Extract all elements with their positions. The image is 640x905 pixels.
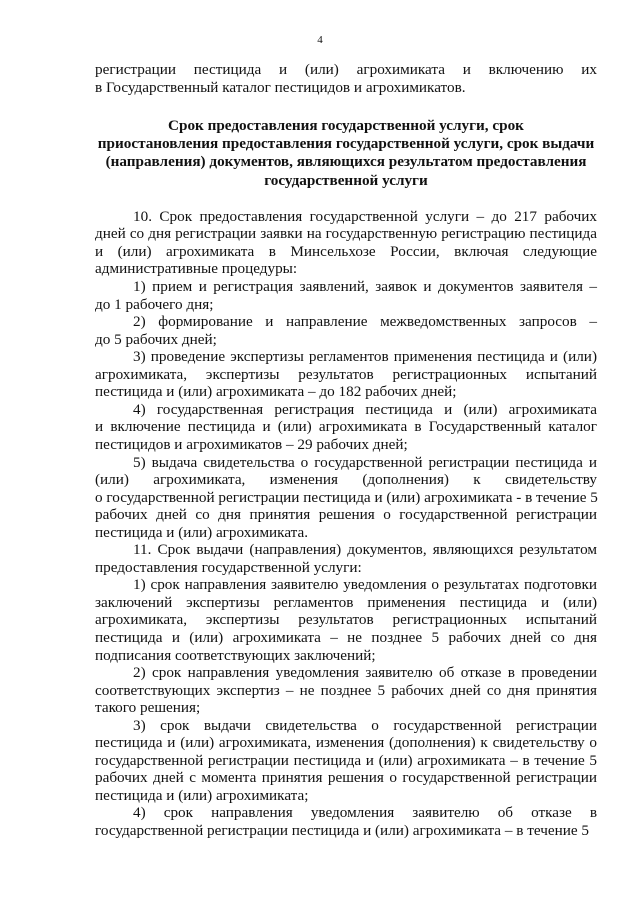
paragraph-line: и включение пестицида и (или) агрохимиката в Государственный каталог	[95, 418, 597, 436]
intro-line: в Государственный каталог пестицидов и агрохимикатов.	[95, 78, 466, 96]
intro-paragraph	[95, 61, 597, 96]
paragraph-line: 2) срок направления уведомления заявителю об отказе в проведении	[133, 664, 597, 682]
paragraph-line: подписания соответствующих заключений;	[95, 646, 376, 664]
paragraph	[95, 541, 597, 576]
paragraph	[95, 348, 597, 401]
paragraph	[95, 717, 597, 805]
paragraph-line: агрохимиката, экспертизы результатов регистрационных испытаний	[95, 365, 597, 383]
intro-line: регистрации пестицида и (или) агрохимиката и включению их	[95, 61, 597, 78]
paragraph-line: о государственной регистрации пестицида и (или) агрохимиката - в течение 5	[95, 488, 598, 506]
paragraph-line: 3) срок выдачи свидетельства о государственной регистрации	[133, 716, 597, 734]
paragraph	[95, 664, 597, 717]
paragraph-line: заключений экспертизы регламентов применения пестицида и (или)	[95, 593, 597, 611]
heading-line: (направления) документов, являющихся результатом предоставления	[105, 153, 587, 171]
paragraph-line: 4) срок направления уведомления заявителю об отказе в	[133, 804, 597, 822]
paragraph-line: такого решения;	[95, 699, 201, 717]
paragraph-line: пестицидов и агрохимикатов – 29 рабочих дней;	[95, 435, 408, 453]
paragraph	[95, 804, 597, 839]
page-number: 4	[317, 34, 323, 46]
paragraph-line: пестицида и (или) агрохимиката;	[95, 786, 309, 804]
paragraph-line: агрохимиката, экспертизы результатов регистрационных испытаний	[95, 611, 597, 629]
paragraph-line: государственной регистрации пестицида и (или) агрохимиката – в течение 5	[95, 751, 597, 769]
paragraph-line: 3) проведение экспертизы регламентов применения пестицида и (или)	[133, 348, 597, 366]
paragraph-line: 4) государственная регистрация пестицида и (или) агрохимиката	[133, 400, 597, 418]
paragraph	[95, 401, 597, 454]
paragraph-line: 11. Срок выдачи (направления) документов, являющихся результатом	[133, 541, 597, 559]
paragraph-line: пестицида и (или) агрохимиката – не позднее 5 рабочих дней со дня	[95, 628, 597, 646]
heading-line: приостановления предоставления государственной услуги, срок выдачи	[97, 135, 595, 153]
paragraph-line: рабочих дней со дня принятия решения о государственной регистрации	[95, 506, 597, 524]
paragraph	[95, 208, 597, 278]
paragraph-line: пестицида и (или) агрохимиката – до 182 рабочих дней;	[95, 383, 457, 401]
paragraph	[95, 454, 597, 542]
paragraph	[95, 313, 597, 348]
paragraph-line: предоставления государственной услуги:	[95, 558, 362, 576]
paragraph-line: 5) выдача свидетельства о государственной регистрации пестицида и	[133, 453, 597, 471]
paragraph-line: пестицида и (или) агрохимиката.	[95, 523, 309, 541]
paragraph-line: государственной регистрации пестицида и (или) агрохимиката – в течение 5	[95, 821, 589, 839]
paragraph-line: соответствующих экспертиз – не позднее 5 рабочих дней со дня принятия	[95, 681, 597, 699]
paragraph-line: (или) агрохимиката, изменения (дополнения) к свидетельству	[95, 471, 597, 489]
paragraph-line: пестицида и (или) агрохимиката, изменения (дополнения) к свидетельству о	[95, 734, 597, 752]
paragraph	[95, 278, 597, 313]
paragraph-line: и (или) агрохимиката в Минсельхозе России, включая следующие	[95, 242, 597, 260]
paragraph-line: административные процедуры:	[95, 260, 298, 278]
heading-line: государственной услуги	[264, 171, 428, 189]
paragraph-line: до 5 рабочих дней;	[95, 330, 217, 348]
paragraph-line: до 1 рабочего дня;	[95, 295, 214, 313]
document-body	[95, 61, 597, 840]
paragraph-line: 10. Срок предоставления государственной услуги – до 217 рабочих	[133, 207, 597, 225]
paragraph-line: дней со дня регистрации заявки на государственную регистрацию пестицида	[95, 225, 597, 243]
heading-line: Срок предоставления государственной услуги, срок	[168, 117, 524, 135]
paragraph-line: 2) формирование и направление межведомственных запросов –	[133, 313, 597, 331]
paragraph-list	[95, 208, 597, 840]
section-heading	[95, 117, 597, 190]
paragraph	[95, 576, 597, 664]
paragraph-line: 1) срок направления заявителю уведомления о результатах подготовки	[133, 576, 597, 594]
paragraph-line: 1) прием и регистрация заявлений, заявок и документов заявителя –	[133, 278, 597, 296]
paragraph-line: рабочих дней с момента принятия решения о государственной регистрации	[95, 769, 597, 787]
